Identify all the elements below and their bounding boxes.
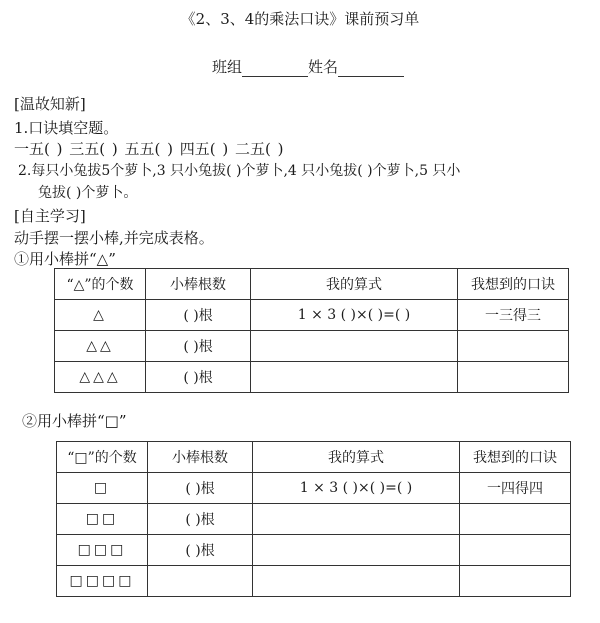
- shape-count-cell: △△△: [55, 362, 146, 393]
- part1-title: ①用小棒拼“△”: [14, 250, 116, 268]
- question-1: 1.口诀填空题。: [14, 119, 119, 137]
- stick-count-cell[interactable]: ( )根: [148, 535, 253, 566]
- question-2-line2: 兔拔( )个萝卜。: [38, 185, 138, 201]
- rhyme-cell[interactable]: [458, 331, 569, 362]
- header-cell: 我想到的口诀: [458, 269, 569, 300]
- header-cell: 小棒根数: [148, 442, 253, 473]
- formula-cell[interactable]: [253, 504, 460, 535]
- formula-cell[interactable]: [251, 331, 458, 362]
- shape-count-cell: □□□□: [57, 566, 148, 597]
- header-cell: 我的算式: [251, 269, 458, 300]
- shape-count-cell: △△: [55, 331, 146, 362]
- name-label: 姓名: [308, 58, 339, 76]
- table-row: [55, 300, 569, 331]
- table-row: [57, 504, 571, 535]
- table-row: [57, 473, 571, 504]
- formula-cell[interactable]: [251, 362, 458, 393]
- rhyme-cell: 一三得三: [458, 300, 569, 331]
- rhyme-cell[interactable]: [460, 504, 571, 535]
- question-2-line1: 2.每只小兔拔5个萝卜,3 只小兔拔( )个萝卜,4 只小兔拔( )个萝卜,5 只小: [18, 163, 461, 179]
- part2-title: ②用小棒拼“□”: [22, 412, 127, 430]
- rhyme-cell[interactable]: [460, 535, 571, 566]
- shape-count-cell: □□: [57, 504, 148, 535]
- class-blank[interactable]: [242, 61, 308, 77]
- class-label: 班组: [212, 58, 243, 76]
- table-row: [57, 566, 571, 597]
- stick-count-cell[interactable]: ( )根: [146, 331, 251, 362]
- square-table: [56, 441, 571, 597]
- table-row: [55, 331, 569, 362]
- name-blank[interactable]: [338, 61, 404, 77]
- triangle-table: [54, 268, 569, 393]
- formula-cell[interactable]: 1 × 3 ( )×( )=( ): [253, 473, 460, 504]
- table-header-row: [55, 269, 569, 300]
- header-cell: 我的算式: [253, 442, 460, 473]
- header-cell: 我想到的口诀: [460, 442, 571, 473]
- stick-count-cell[interactable]: ( )根: [148, 473, 253, 504]
- formula-cell[interactable]: [253, 535, 460, 566]
- shape-count-cell: □: [57, 473, 148, 504]
- stick-count-cell[interactable]: ( )根: [148, 504, 253, 535]
- header-cell: “□”的个数: [57, 442, 148, 473]
- shape-count-cell: △: [55, 300, 146, 331]
- page-title: 《2、3、4的乘法口诀》课前预习单: [180, 10, 420, 28]
- question-1-items: 一五( ) 三五( ) 五五( ) 四五( ) 二五( ): [14, 140, 284, 158]
- shape-count-cell: □□□: [57, 535, 148, 566]
- stick-count-cell[interactable]: ( )根: [146, 362, 251, 393]
- instruction: 动手摆一摆小棒,并完成表格。: [14, 229, 214, 247]
- table-header-row: [57, 442, 571, 473]
- rhyme-cell[interactable]: [458, 362, 569, 393]
- header-cell: 小棒根数: [146, 269, 251, 300]
- stick-count-cell[interactable]: [148, 566, 253, 597]
- class-name-line: [212, 56, 404, 77]
- rhyme-cell[interactable]: [460, 566, 571, 597]
- self-study-heading: [自主学习]: [14, 207, 86, 225]
- table-row: [55, 362, 569, 393]
- formula-cell[interactable]: [253, 566, 460, 597]
- table-row: [57, 535, 571, 566]
- formula-cell[interactable]: 1 × 3 ( )×( )=( ): [251, 300, 458, 331]
- rhyme-cell: 一四得四: [460, 473, 571, 504]
- review-heading: [温故知新]: [14, 95, 86, 113]
- header-cell: “△”的个数: [55, 269, 146, 300]
- stick-count-cell[interactable]: ( )根: [146, 300, 251, 331]
